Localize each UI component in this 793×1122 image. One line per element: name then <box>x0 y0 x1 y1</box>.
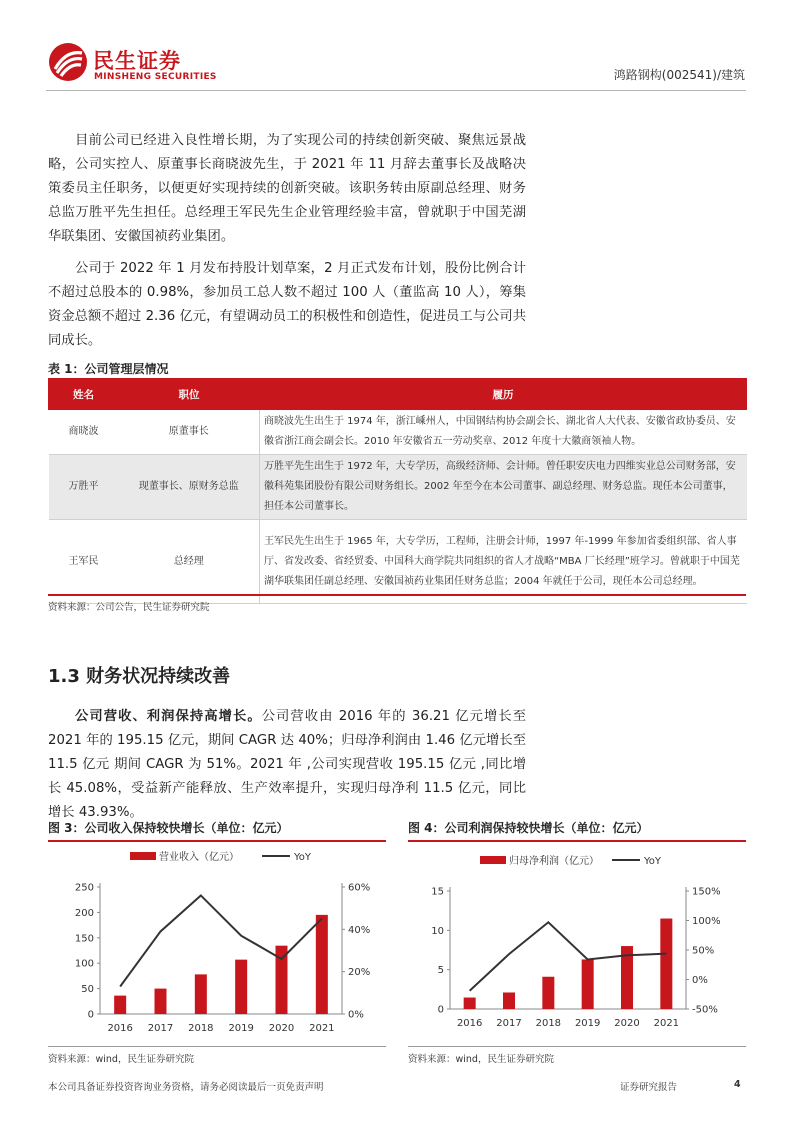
x-tick-label: 2016 <box>456 1018 483 1029</box>
cell-resume: 商晓波先生出生于 1974 年，浙江嵊州人，中国钢结构协会副会长、湖北省人大代表、安徽省政协委员、安徽省浙江商会副会长。2010 年安徽省五一劳动奖章、2012 年度十大徽商领袖人物。 <box>260 410 747 455</box>
fig3-chart <box>48 843 386 1043</box>
right-tick-label: 20% <box>348 967 371 979</box>
cell-name: 王军民 <box>49 520 119 604</box>
fig4-bottom-rule <box>408 1046 746 1047</box>
cell-position: 总经理 <box>119 520 260 604</box>
bar-2017 <box>155 989 167 1014</box>
bar-2019 <box>582 959 594 1009</box>
right-tick-label: 100% <box>692 916 721 927</box>
right-tick-label: 150% <box>692 886 721 898</box>
table-header-name: 姓名 <box>49 379 119 410</box>
left-tick-label: 5 <box>437 965 444 977</box>
cell-name: 万胜平 <box>49 455 119 520</box>
left-tick-label: 0 <box>437 1004 444 1016</box>
x-tick-label: 2019 <box>228 1023 254 1034</box>
x-tick-label: 2017 <box>147 1023 174 1034</box>
x-tick-label: 2020 <box>614 1018 640 1029</box>
cell-resume: 万胜平先生出生于 1972 年，大专学历，高级经济师、会计师。曾任职安庆电力四维实业总公司财务部，安徽科苑集团股份有限公司财务组长。2002 年至今在本公司董事、副总经理、财务总监。现任本公司董事，担任本公司董事长。 <box>260 455 747 520</box>
right-tick-label: 0% <box>692 975 708 986</box>
left-tick-label: 150 <box>74 933 94 945</box>
x-tick-label: 2021 <box>309 1023 335 1034</box>
fig3-title: 图 3：公司收入保持较快增长（单位：亿元） <box>48 821 289 835</box>
table-row <box>49 455 747 520</box>
table-source: 资料来源：公司公告，民生证券研究院 <box>48 602 210 613</box>
cell-position: 现董事长、原财务总监 <box>119 455 260 520</box>
fig3-bottom-rule <box>48 1046 386 1047</box>
legend-line-label: YoY <box>644 856 662 867</box>
bar-2016 <box>464 998 476 1009</box>
fig3-top-rule <box>48 840 386 842</box>
bar-2017 <box>503 992 515 1009</box>
management-table <box>48 378 747 604</box>
fig4-source: 资料来源：wind，民生证券研究院 <box>408 1054 554 1065</box>
legend-line-label: YoY <box>294 852 312 863</box>
left-tick-label: 50 <box>81 984 94 996</box>
page-number: 4 <box>734 1079 741 1090</box>
cell-name: 商晓波 <box>49 410 119 455</box>
x-tick-label: 2020 <box>268 1023 295 1034</box>
fig4-chart <box>408 843 746 1043</box>
cell-resume: 王军民先生出生于 1965 年，大专学历，工程师，注册会计师，1997 年-1999 年参加省委组织部、省人事厅、省发改委、省经贸委、中国科大商学院共同组织的省人才战略“MBA 厂长经理”班学习。曾就职于中国芜湖华联集团任副总经理、安徽国祯药业集团任财务总监；2004 年就任于公司，现任本公司总经理。 <box>260 520 747 604</box>
x-tick-label: 2018 <box>535 1018 562 1029</box>
bar-2016 <box>114 996 126 1014</box>
fig4-title: 图 4：公司利润保持较快增长（单位：亿元） <box>408 821 649 835</box>
footer-report-type: 证券研究报告 <box>620 1082 678 1093</box>
table-row <box>49 520 747 604</box>
bar-2019 <box>235 960 247 1014</box>
header-divider <box>46 90 746 91</box>
x-tick-label: 2017 <box>496 1018 522 1029</box>
fig3-source: 资料来源：wind，民生证券研究院 <box>48 1054 194 1065</box>
bar-2018 <box>542 977 554 1009</box>
table-row <box>49 410 747 455</box>
x-tick-label: 2019 <box>574 1018 601 1029</box>
minsheng-logo-icon <box>48 42 88 82</box>
paragraph-body: 公司营收由 2016 年的 36.21 亿元增长至 2021 年的 195.15 亿元，期间 CAGR 达 40%；归母净利润由 1.46 亿元增长至 11.5 亿元 期间 CAGR 为 51%。2021 年 ,公司实现营收 195.15 亿元 ,同比增长 45.08%，受益新产能释放、生产效率提升，实现归母净利 11.5 亿元，同比增长 43.93%。 <box>48 709 527 820</box>
right-tick-label: 50% <box>692 945 715 957</box>
left-tick-label: 200 <box>74 907 94 919</box>
x-tick-label: 2018 <box>188 1023 214 1034</box>
footer-disclaimer: 本公司具备证券投资咨询业务资格，请务必阅读最后一页免责声明 <box>48 1082 324 1093</box>
table-bottom-rule <box>48 594 746 596</box>
right-tick-label: 60% <box>348 882 371 894</box>
left-tick-label: 100 <box>74 958 94 970</box>
left-tick-label: 15 <box>431 886 444 898</box>
table-header-position: 职位 <box>119 379 260 410</box>
cell-position: 原董事长 <box>119 410 260 455</box>
left-tick-label: 10 <box>431 925 444 937</box>
x-tick-label: 2021 <box>653 1018 680 1029</box>
x-tick-label: 2016 <box>107 1023 133 1034</box>
table-caption: 表 1：公司管理层情况 <box>48 362 169 376</box>
paragraph-lead: 公司营收、利润保持高增长。 <box>75 709 262 724</box>
bar-2018 <box>195 974 207 1014</box>
legend-bar-swatch <box>130 852 156 860</box>
legend-bar-label: 营业收入（亿元） <box>159 852 239 863</box>
fig4-top-rule <box>408 840 746 842</box>
doc-tag: 鸿路钢构(002541)/建筑 <box>613 68 745 82</box>
table-header-resume: 履历 <box>260 379 747 410</box>
section-title: 1.3 财务状况持续改善 <box>48 666 231 687</box>
legend-bar-label: 归母净利润（亿元） <box>509 856 599 867</box>
paragraph-management: 目前公司已经进入良性增长期，为了实现公司的持续创新突破、聚焦远景战略，公司实控人、原董事长商晓波先生，于 2021 年 11 月辞去董事长及战略决策委员主任职务，以便更好实现持续的创新突破。该职务转由原副总经理、财务总监万胜平先生担任。总经理王军民先生企业管理经验丰富，曾就职于中国芜湖华联集团、安徽国祯药业集团。 <box>48 133 526 244</box>
paragraph-esop: 公司于 2022 年 1 月发布持股计划草案，2 月正式发布计划，股份比例合计不超过总股本的 0.98%，参加员工总人数不超过 100 人（董监高 10 人），筹集资金总额不超过 2.36 亿元，有望调动员工的积极性和创造性，促进员工与公司共同成长。 <box>48 261 526 348</box>
bar-2021 <box>316 915 328 1014</box>
yoy-line <box>120 895 322 986</box>
legend-bar-swatch <box>480 856 506 864</box>
brand-name-cn: 民生证券 <box>93 49 181 73</box>
brand-name-en: MINSHENG SECURITIES <box>94 72 217 82</box>
right-tick-label: -50% <box>692 1004 718 1016</box>
left-tick-label: 0 <box>87 1009 94 1021</box>
bar-2021 <box>660 919 672 1009</box>
paragraph-financials <box>48 705 526 825</box>
yoy-line <box>470 922 667 990</box>
right-tick-label: 40% <box>348 924 371 936</box>
right-tick-label: 0% <box>348 1009 364 1021</box>
left-tick-label: 250 <box>74 882 94 894</box>
